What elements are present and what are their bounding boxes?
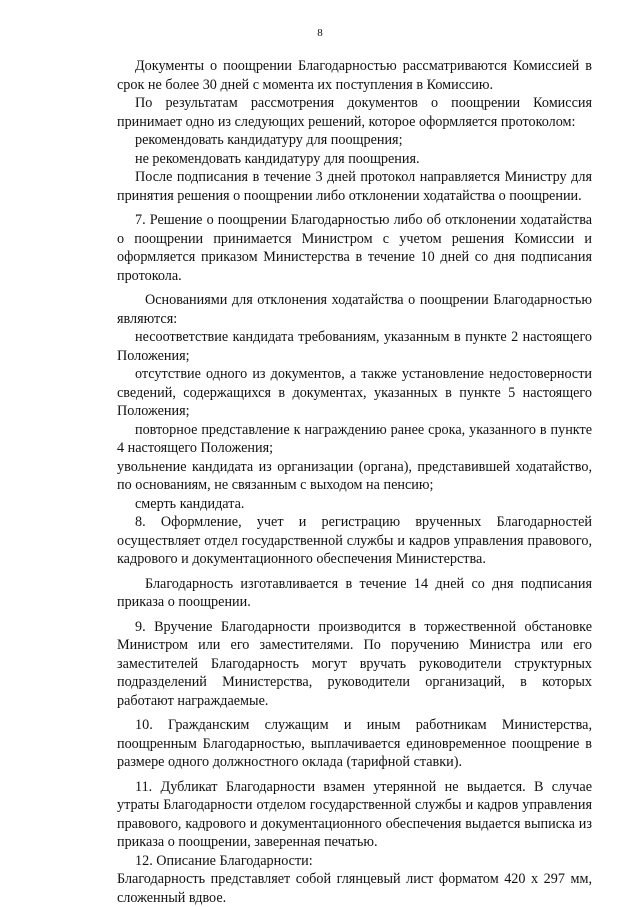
rejection-ground-repeat-submission: повторное представление к награждению ранее срока, указанного в пункте 4 настоящего Положения; (117, 421, 592, 456)
paragraph-manufacture-term: Благодарность изготавливается в течение 14 дней со дня подписания приказа о поощрении. (117, 575, 592, 610)
paragraph-commission-decisions: По результатам рассмотрения документов о поощрении Комиссия принимает одно из следующих решений, которое оформляется протоколом: (117, 95, 592, 130)
page-number: 8 (317, 27, 323, 39)
decision-option-not-recommend: не рекомендовать кандидатуру для поощрения. (135, 150, 420, 167)
clause-10-bonus: 10. Гражданским служащим и иным работникам Министерства, поощренным Благодарностью, выплачивается единовременное поощрение в размере одного должностного оклада (тарифной ставки). (117, 717, 592, 770)
rejection-ground-requirements: несоответствие кандидата требованиям, указанным в пункте 2 настоящего Положения; (117, 329, 592, 364)
document-body (117, 57, 592, 907)
paragraph-protocol-to-minister: После подписания в течение 3 дней протокол направляется Министру для принятия решения о поощрении либо отклонении ходатайства о поощрении. (117, 169, 592, 204)
rejection-ground-death: смерть кандидата. (135, 495, 245, 512)
clause-11-duplicate: 11. Дубликат Благодарности взамен утерянной не выдается. В случае утраты Благодарности отделом государственной службы и кадров управления правового, кадрового и документационного обеспечения выдается выписка из приказа о поощрении, заверенная печатью. (117, 778, 592, 850)
decision-option-recommend: рекомендовать кандидатуру для поощрения; (135, 132, 403, 148)
clause-9-presentation: 9. Вручение Благодарности производится в торжественной обстановке Министром или его заместителями. По поручению Министра или его заместителей Благодарность могут вручать руководители структурных подразделений Министерства, руководители организаций, в которых работают награждаемые. (117, 618, 592, 709)
clause-12-description-heading: 12. Описание Благодарности: (135, 852, 313, 869)
paragraph-commission-review-term: Документы о поощрении Благодарностью рассматриваются Комиссией в срок не более 30 дней с момента их поступления в Комиссию. (117, 58, 592, 93)
rejection-ground-missing-documents: отсутствие одного из документов, а также установление недостоверности сведений, содержащихся в документах, указанных в пункте 5 настоящего Положения; (117, 366, 592, 419)
paragraph-rejection-grounds: Основаниями для отклонения ходатайства о поощрении Благодарностью являются: (117, 292, 592, 327)
rejection-ground-dismissal: увольнение кандидата из организации (органа), представившей ходатайство, по основаниям, не связанным с выходом на пенсию; (117, 458, 592, 493)
clause-7-decision: 7. Решение о поощрении Благодарностью либо об отклонении ходатайства о поощрении принимается Министром с учетом решения Комиссии и оформляется приказом Министерства в течение 10 дней со дня подписания протокола. (117, 212, 592, 284)
clause-8-registration: 8. Оформление, учет и регистрацию врученных Благодарностей осуществляет отдел государственной службы и кадров управления правового, кадрового и документационного обеспечения Министерства. (117, 514, 592, 567)
paragraph-description-format: Благодарность представляет собой глянцевый лист форматом 420 х 297 мм, сложенный вдвое. (117, 871, 592, 906)
